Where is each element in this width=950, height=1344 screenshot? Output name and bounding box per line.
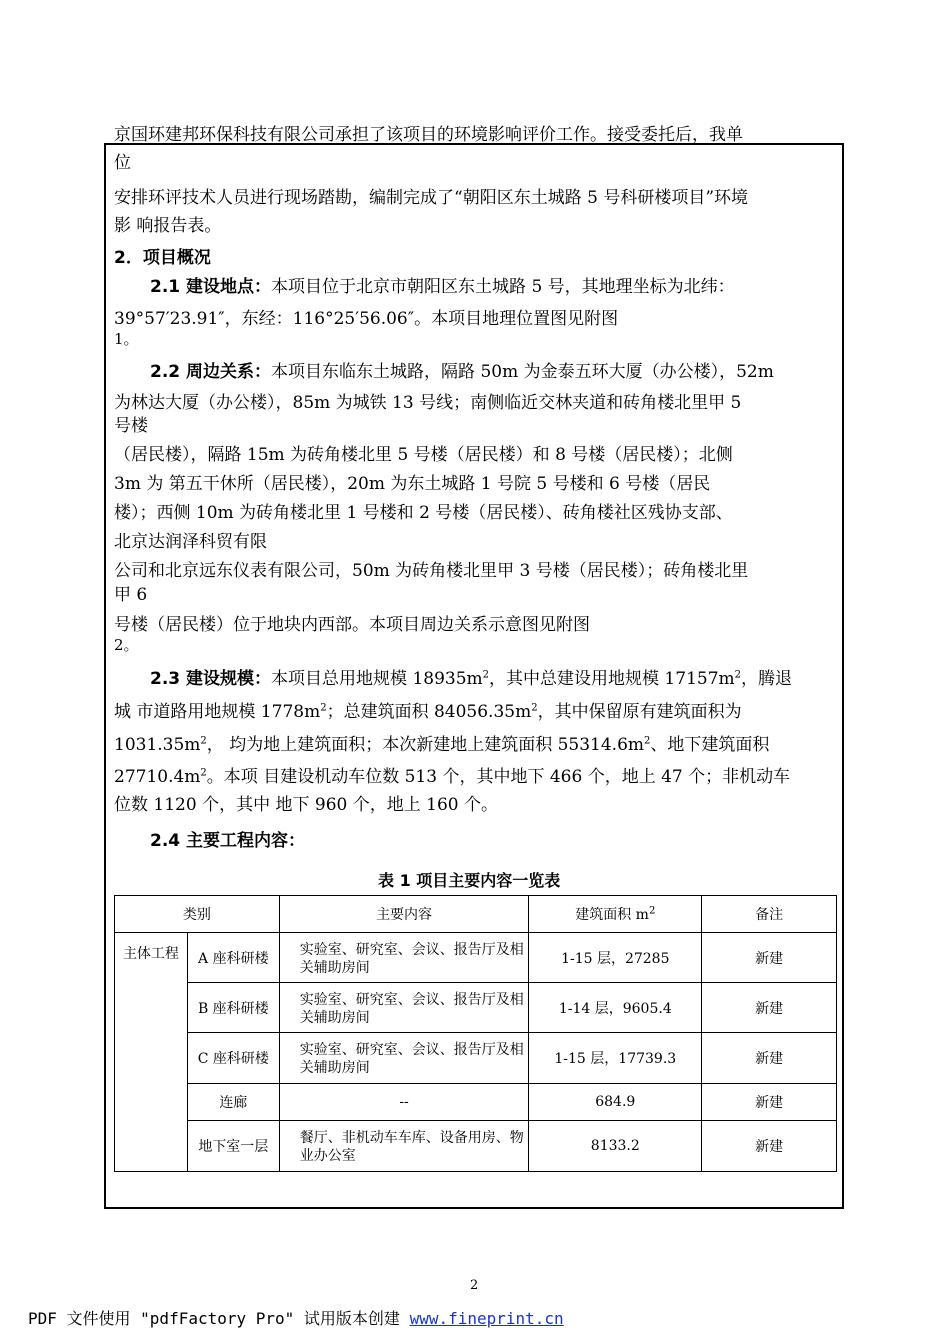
text-span: ，其中总建设用地规模 17157m [489, 669, 735, 689]
text-line: 为林达大厦（办公楼），85m 为城铁 13 号线；南侧临近交林夹道和砖角楼北里甲 5 [114, 393, 742, 413]
text-line: 京国环建邦环保科技有限公司承担了该项目的环境影响评价工作。接受委托后，我单 [114, 125, 743, 145]
row-name: C 座科研楼 [187, 1033, 279, 1084]
text-line: 号楼 [114, 416, 148, 436]
text-line: 1。 [114, 330, 139, 348]
section-label: 2.4 主要工程内容： [150, 831, 306, 851]
superscript: 2 [200, 735, 207, 747]
text-line: 安排环评技术人员进行现场踏勘，编制完成了“朝阳区东土城路 5 号科研楼项目”环境 [114, 188, 749, 208]
superscript: 2 [648, 905, 656, 917]
text-line: 位 [114, 153, 131, 173]
section-heading: 2．项目概况 [114, 248, 211, 268]
row-area: 8133.2 [529, 1121, 702, 1172]
row-content-text: 餐厅、非机动车车库、设备用房、物业办公室 [299, 1130, 524, 1163]
row-note: 新建 [702, 1033, 837, 1084]
text-span: 本项目总用地规模 18935m [271, 669, 483, 689]
text-line: （居民楼），隔路 15m 为砖角楼北里 5 号楼（居民楼）和 8 号楼（居民楼）；北侧 [114, 445, 733, 465]
superscript: 2 [320, 702, 327, 714]
row-name: B 座科研楼 [187, 983, 279, 1033]
row-note: 新建 [702, 1084, 837, 1121]
text-line [150, 664, 792, 689]
text-span: 本项目东临东土城路，隔路 50m 为金泰五环大厦（办公楼），52m [271, 362, 774, 382]
row-area: 1-15 层，17739.3 [529, 1033, 702, 1084]
row-name: 地下室一层 [187, 1121, 279, 1172]
header-note: 备注 [702, 896, 837, 933]
text-span: 本项目位于北京市朝阳区东土城路 5 号，其地理坐标为北纬： [271, 277, 735, 297]
table-row [115, 983, 837, 1033]
table-row [115, 1084, 837, 1121]
superscript: 2 [531, 702, 538, 714]
row-content [279, 933, 529, 983]
row-area: 1-14 层，9605.4 [529, 983, 702, 1033]
row-content [279, 1121, 529, 1172]
text-line [150, 357, 774, 382]
header-area-label: 建筑面积 m [575, 907, 649, 923]
section-label: 2.3 建设规模： [150, 669, 272, 689]
project-table [114, 895, 837, 1172]
row-content [279, 1033, 529, 1084]
text-span: ， 均为地上建筑面积；本次新建地上建筑面积 55314.6m [206, 735, 645, 755]
section-label: 2.1 建设地点： [150, 277, 272, 297]
text-span: ，其中保留原有建筑面积为 [537, 702, 742, 722]
row-note: 新建 [702, 983, 837, 1033]
group-cell: 主体工程 [115, 933, 188, 1172]
superscript: 2 [200, 767, 207, 779]
text-span: 。本项 目建设机动车位数 513 个，其中地下 466 个，地上 47 个；非机动车 [206, 767, 791, 787]
pdf-footer [28, 1306, 564, 1329]
row-content-text: 实验室、研究室、会议、报告厅及相关辅助房间 [299, 991, 524, 1025]
row-content-text: 实验室、研究室、会议、报告厅及相关辅助房间 [299, 941, 524, 975]
text-line: 甲 6 [114, 585, 148, 605]
text-line: 39°57′23.91″，东经：116°25′56.06″。本项目地理位置图见附图 [114, 309, 619, 329]
text-span: ；总建筑面积 84056.35m [326, 702, 532, 722]
header-area [529, 896, 702, 933]
row-content-text: 实验室、研究室、会议、报告厅及相关辅助房间 [299, 1042, 524, 1075]
row-name: A 座科研楼 [187, 933, 279, 983]
superscript: 2 [734, 669, 742, 681]
text-span: 、地下建筑面积 [650, 735, 770, 755]
text-line [150, 272, 735, 297]
table-caption: 表 1 项目主要内容一览表 [378, 871, 561, 890]
text-line: 楼）；西侧 10m 为砖角楼北里 1 号楼和 2 号楼（居民楼）、砖角楼社区残协支部、 [114, 503, 733, 523]
text-line [114, 697, 742, 722]
text-line: 公司和北京远东仪表有限公司，50m 为砖角楼北里甲 3 号楼（居民楼）；砖角楼北里 [114, 561, 749, 581]
superscript: 2 [644, 735, 651, 747]
text-line: 3m 为 第五干休所（居民楼），20m 为东土城路 1 号院 5 号楼和 6 号楼（居民 [114, 474, 711, 494]
text-line: 位数 1120 个，其中 地下 960 个，地上 160 个。 [114, 795, 498, 815]
text-span: 城 市道路用地规模 1778m [114, 702, 321, 722]
row-name: 连廊 [187, 1084, 279, 1121]
header-content: 主要内容 [279, 896, 529, 933]
header-category: 类别 [115, 896, 280, 933]
row-note: 新建 [702, 1121, 837, 1172]
text-span: 27710.4m [114, 767, 201, 787]
footer-text: PDF 文件使用 "pdfFactory Pro" 试用版本创建 [28, 1309, 410, 1328]
text-line: 2。 [114, 636, 139, 654]
text-line [114, 730, 769, 755]
row-content: -- [279, 1084, 529, 1121]
footer-link[interactable]: www.fineprint.cn [409, 1309, 564, 1328]
superscript: 2 [482, 669, 490, 681]
text-line: 北京达润泽科贸有限 [114, 532, 267, 552]
page-number: 2 [470, 1278, 479, 1293]
row-content [279, 983, 529, 1033]
row-note: 新建 [702, 933, 837, 983]
table-row [115, 933, 837, 983]
text-line [114, 762, 790, 787]
text-line: 号楼（居民楼）位于地块内西部。本项目周边关系示意图见附图 [114, 615, 590, 635]
table-row [115, 1033, 837, 1084]
section-label: 2.2 周边关系： [150, 362, 272, 382]
row-area: 684.9 [529, 1084, 702, 1121]
text-line: 影 响报告表。 [114, 216, 222, 236]
text-span: ，腾退 [741, 669, 793, 689]
table-header-row [115, 896, 837, 933]
row-area: 1-15 层，27285 [529, 933, 702, 983]
text-span: 1031.35m [114, 735, 201, 755]
table-row [115, 1121, 837, 1172]
